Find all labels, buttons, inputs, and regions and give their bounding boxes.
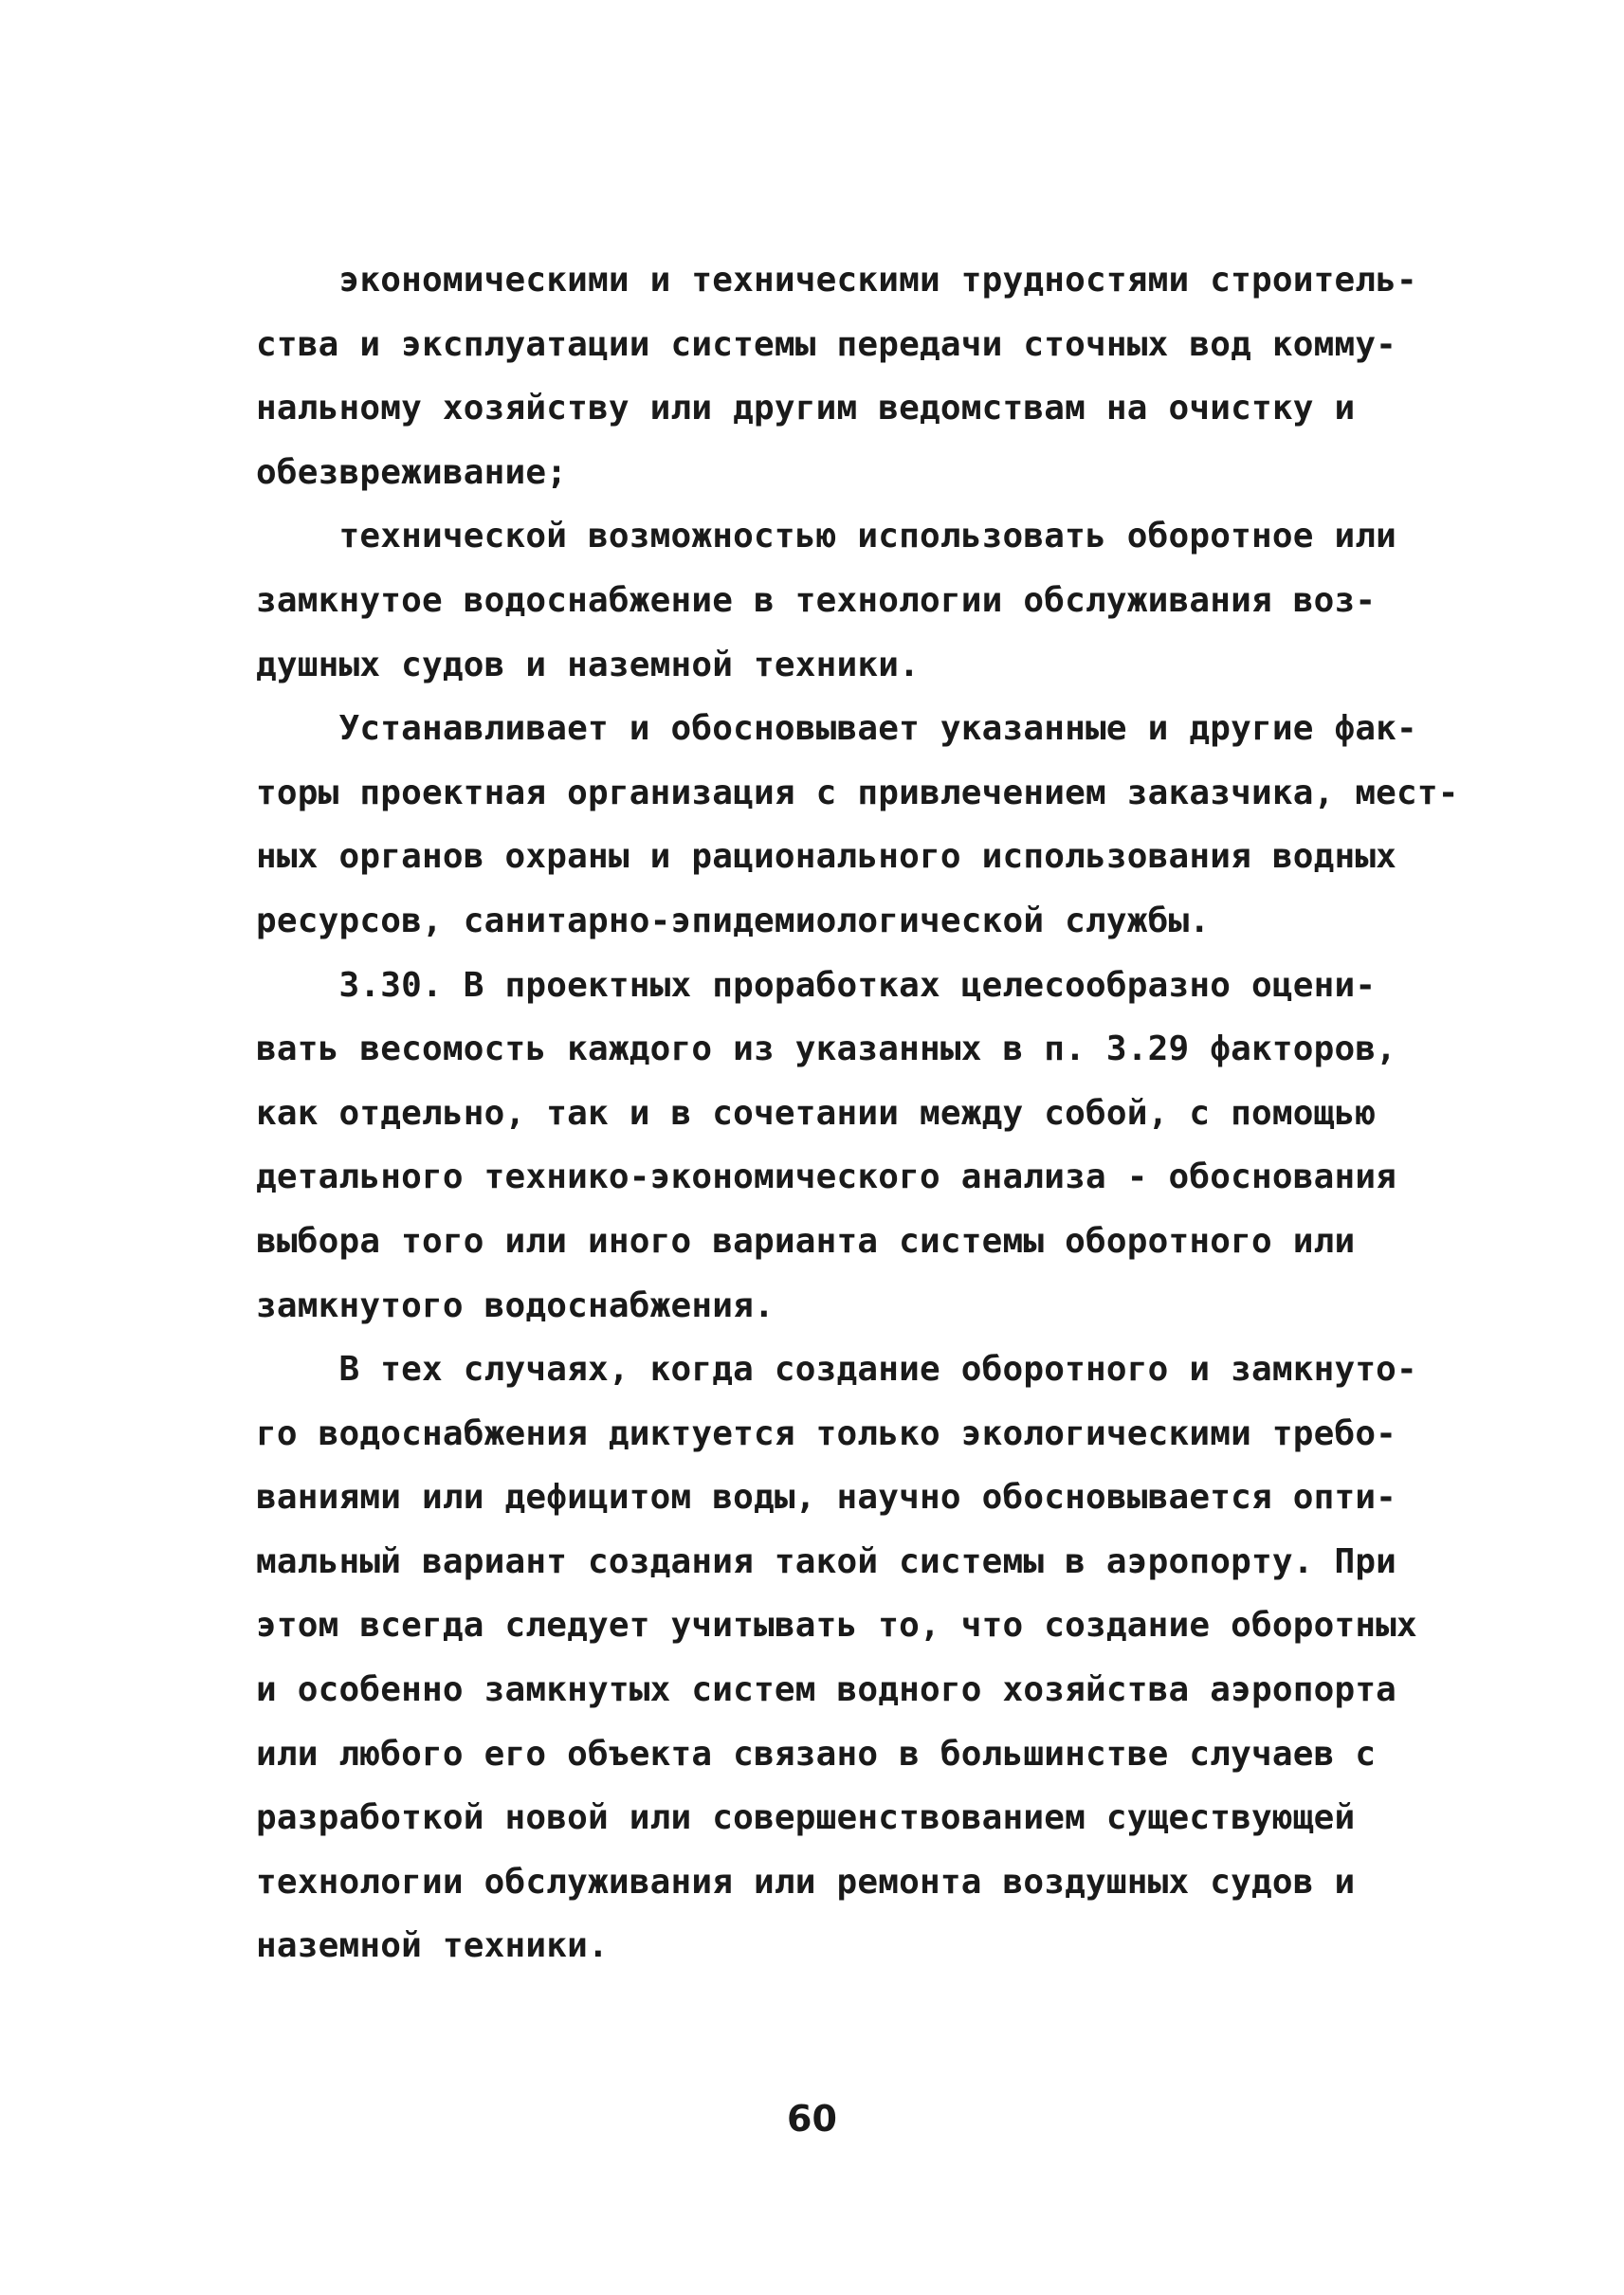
text-line: нальному хозяйству или другим ведомствам на очистку и — [256, 389, 1356, 428]
text-line: технической возможностью использовать оборотное или — [256, 517, 1397, 556]
text-line: наземной техники. — [256, 1926, 609, 1966]
text-line: мальный вариант создания такой системы в аэропорту. При — [256, 1541, 1397, 1581]
text-line: замкнутое водоснабжение в технологии обслуживания воз- — [256, 580, 1377, 620]
text-line: душных судов и наземной техники. — [256, 645, 920, 684]
text-line: ства и эксплуатации системы передачи сточных вод комму- — [256, 324, 1397, 364]
text-line: ресурсов, санитарно-эпидемиологической службы. — [256, 901, 1211, 940]
text-line: или любого его объекта связано в большинстве случаев с — [256, 1734, 1377, 1774]
text-line: как отдельно, так и в сочетании между собой, с помощью — [256, 1093, 1377, 1133]
text-line: торы проектная организация с привлечением заказчика, мест- — [256, 773, 1459, 812]
text-line: Устанавливает и обосновывает указанные и другие фак- — [256, 709, 1417, 749]
text-line: В тех случаях, когда создание оборотного и замкнуто- — [256, 1350, 1417, 1390]
text-line: вать весомость каждого из указанных в п. 3.29 факторов, — [256, 1029, 1397, 1069]
page-number: 60 — [787, 2098, 837, 2140]
text-line: разработкой новой или совершенствованием существующей — [256, 1798, 1356, 1838]
text-line: обезвреживание; — [256, 452, 568, 492]
text-line: ваниями или дефицитом воды, научно обосновывается опти- — [256, 1478, 1397, 1518]
text-line: экономическими и техническими трудностями строитель- — [256, 261, 1417, 300]
text-line: выбора того или иного варианта системы оборотного или — [256, 1221, 1356, 1261]
text-line: ных органов охраны и рационального использования водных — [256, 837, 1397, 877]
text-line: этом всегда следует учитывать то, что создание оборотных — [256, 1606, 1417, 1646]
text-line: 3.30. В проектных проработках целесообразно оцени- — [256, 965, 1377, 1005]
body-text — [256, 248, 1459, 1978]
text-line: замкнутого водоснабжения. — [256, 1285, 775, 1325]
text-line: детального технико-экономического анализа - обоснования — [256, 1157, 1397, 1197]
text-line: и особенно замкнутых систем водного хозяйства аэропорта — [256, 1670, 1397, 1710]
text-line: го водоснабжения диктуется только экологическими требо- — [256, 1413, 1397, 1453]
text-line: технологии обслуживания или ремонта воздушных судов и — [256, 1862, 1356, 1902]
